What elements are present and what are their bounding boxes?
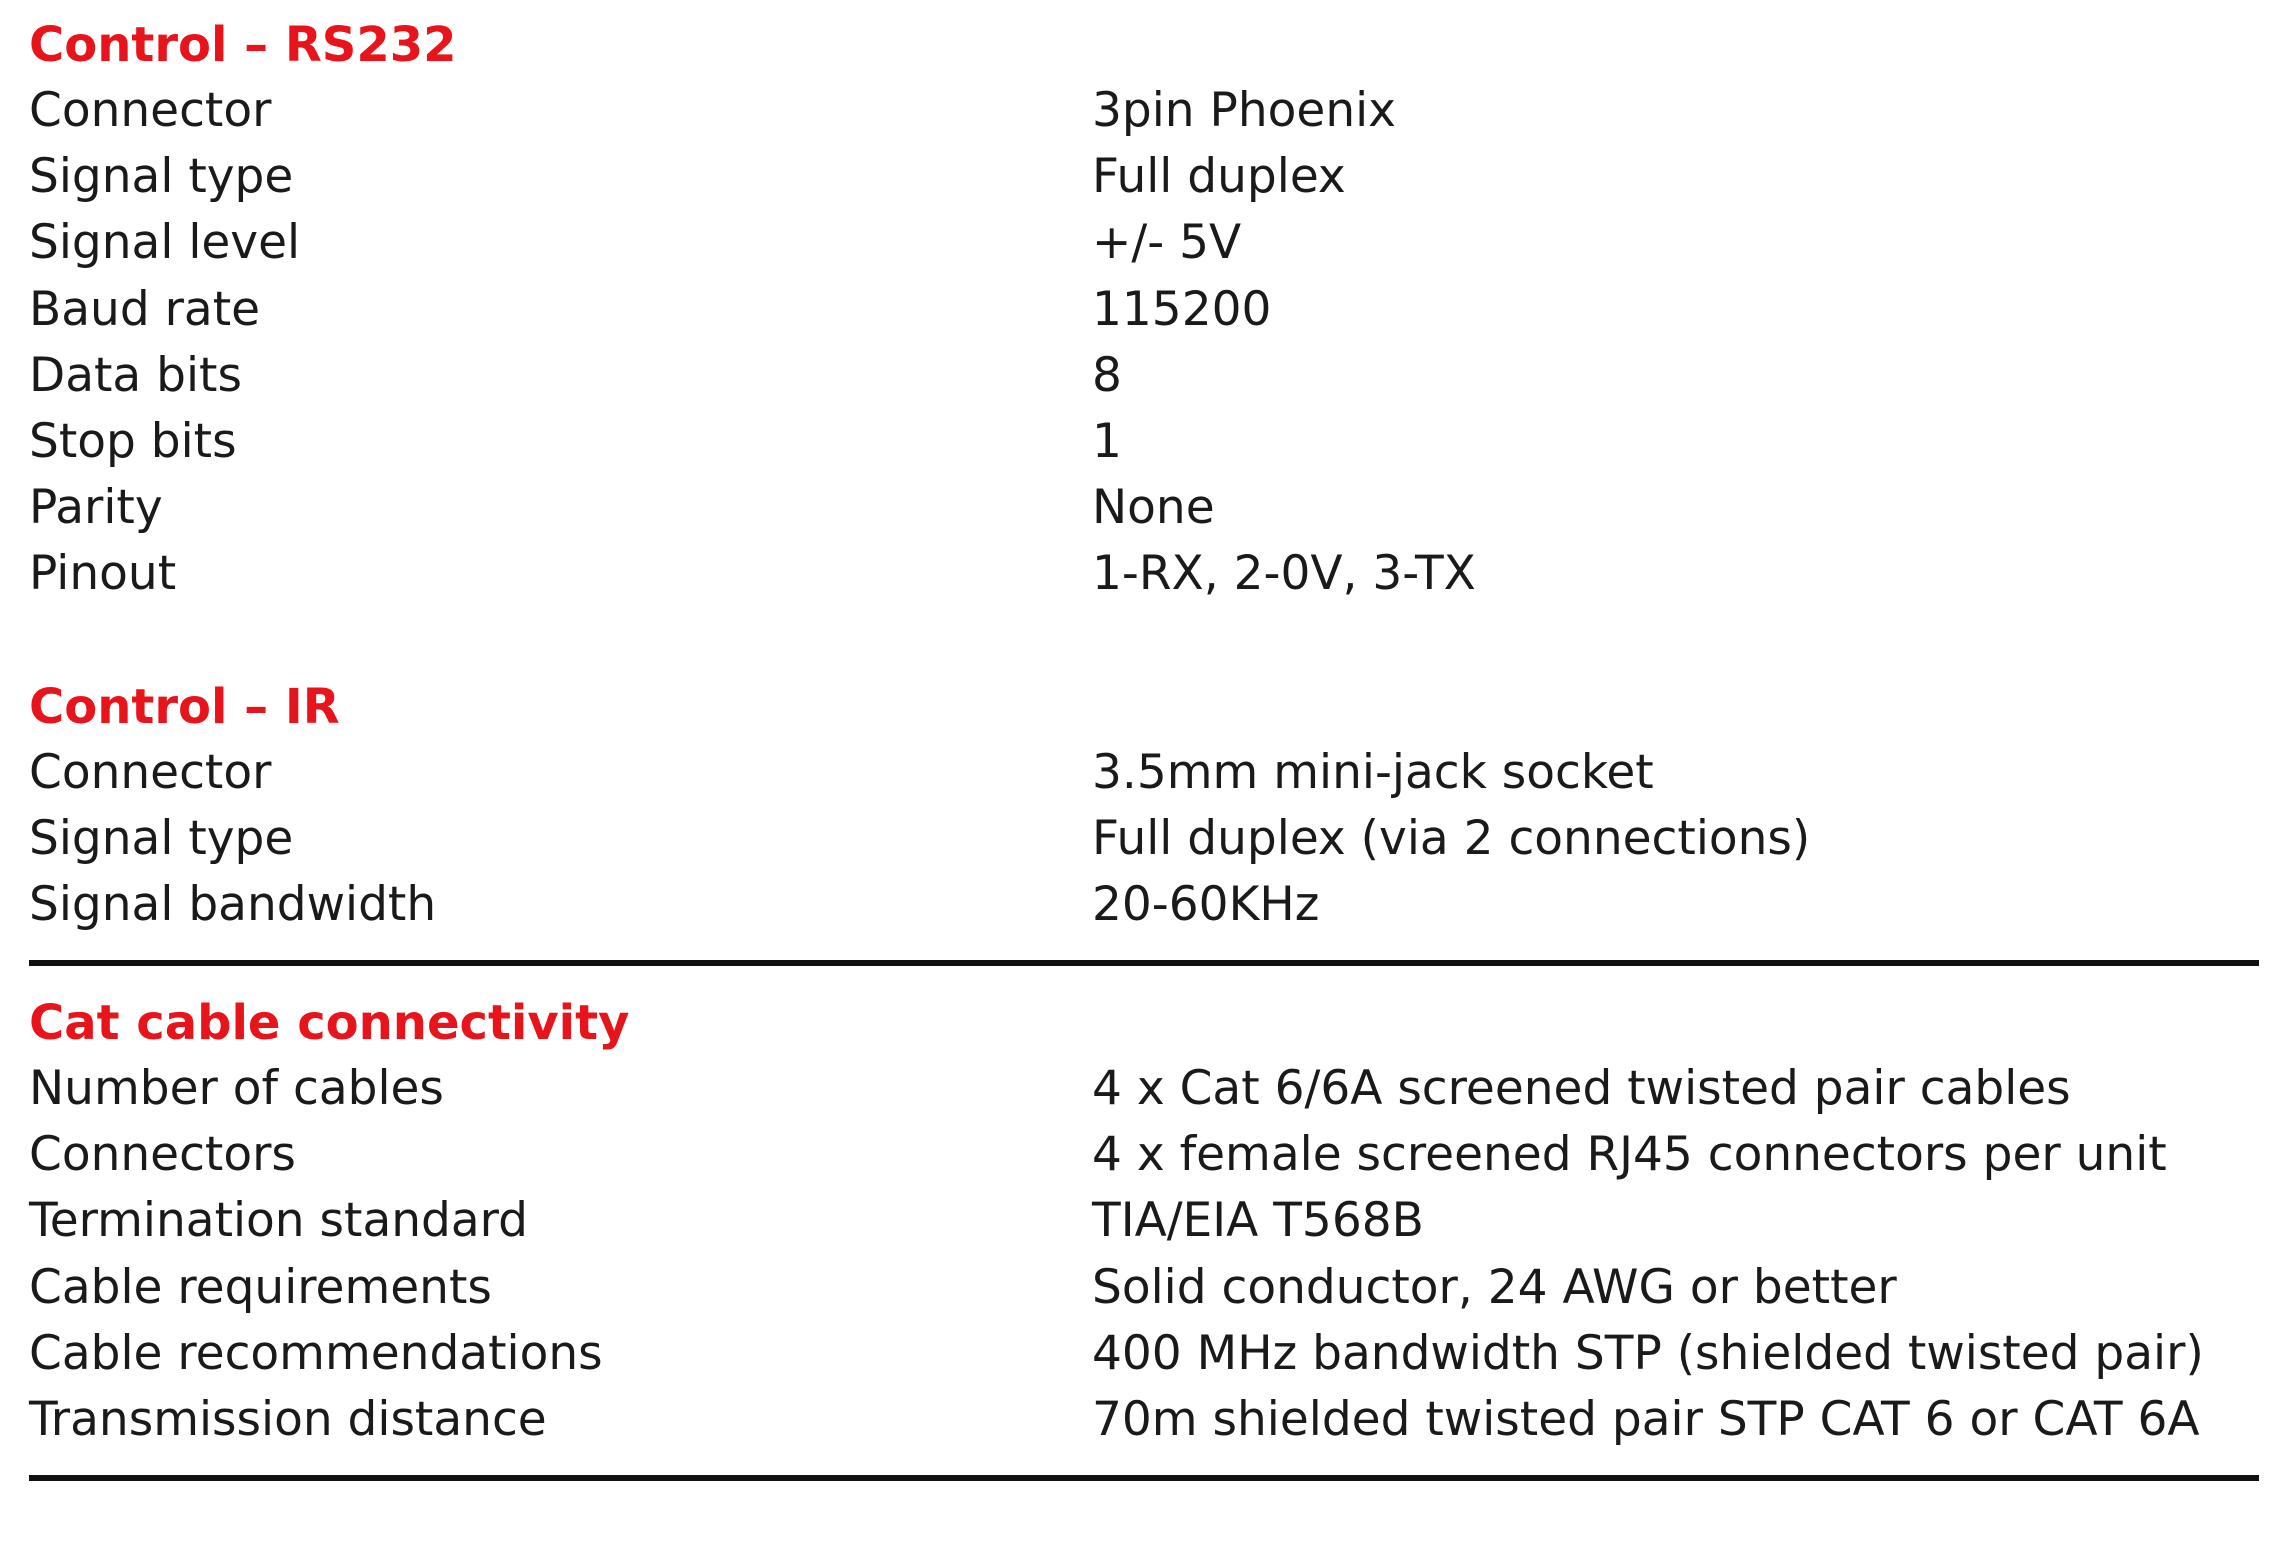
- spec-value: 3pin Phoenix: [1092, 83, 1396, 138]
- spec-row-connector: [29, 78, 2259, 144]
- section-title: Cat cable connectivity: [29, 995, 630, 1052]
- spec-label: Data bits: [29, 347, 242, 403]
- spec-row-termination-standard: [29, 1188, 2259, 1254]
- spec-label: Signal level: [29, 215, 301, 271]
- spec-label: Signal type: [29, 149, 294, 205]
- spec-value: Full duplex (via 2 connections): [1092, 810, 1811, 866]
- spec-value: 115200: [1092, 281, 1272, 337]
- spec-row-transmission-distance: [29, 1387, 2259, 1453]
- spec-label: Signal bandwidth: [29, 876, 437, 932]
- spec-row-signal-bandwidth: [29, 872, 2259, 938]
- spec-label: Transmission distance: [29, 1392, 547, 1447]
- spec-value: 400 MHz bandwidth STP (shielded twisted pair): [1092, 1325, 2204, 1381]
- spec-row-data-bits: [29, 343, 2259, 409]
- spec-row-signal-type: [29, 806, 2259, 872]
- spec-label: Connector: [29, 83, 272, 138]
- spec-label: Stop bits: [29, 413, 237, 469]
- spec-row-parity: [29, 475, 2259, 541]
- section-control-ir: [29, 674, 2259, 939]
- spec-value: TIA/EIA T568B: [1092, 1193, 1424, 1249]
- spec-value: 70m shielded twisted pair STP CAT 6 or CAT 6A: [1092, 1392, 2200, 1447]
- spec-value: 20-60KHz: [1092, 876, 1320, 932]
- spec-label: Parity: [29, 480, 163, 536]
- spec-value: Full duplex: [1092, 149, 1346, 205]
- spec-row-pinout: [29, 541, 2259, 607]
- spec-value: Solid conductor, 24 AWG or better: [1092, 1259, 1897, 1315]
- spec-row-signal-type: [29, 144, 2259, 210]
- spec-row-connector: [29, 740, 2259, 806]
- spec-value: None: [1092, 480, 1215, 536]
- spec-label: Cable recommendations: [29, 1325, 603, 1381]
- section-control-rs232: [29, 12, 2259, 608]
- spec-row-number-of-cables: [29, 1056, 2259, 1122]
- spec-value: 4 x female screened RJ45 connectors per unit: [1092, 1127, 2167, 1183]
- spec-label: Pinout: [29, 546, 177, 602]
- spec-value: 4 x Cat 6/6A screened twisted pair cables: [1092, 1061, 2071, 1117]
- section-cat-cable-connectivity: [29, 990, 2259, 1453]
- spec-value: +/- 5V: [1092, 215, 1242, 271]
- spec-row-cable-recommendations: [29, 1321, 2259, 1387]
- spec-row-baud-rate: [29, 277, 2259, 343]
- spec-label: Termination standard: [29, 1193, 529, 1249]
- spec-value: 1: [1092, 413, 1122, 469]
- section-title: Control – IR: [29, 678, 340, 735]
- spec-label: Number of cables: [29, 1061, 444, 1117]
- spec-label: Baud rate: [29, 281, 261, 337]
- spec-label: Signal type: [29, 810, 294, 866]
- spec-value: 1-RX, 2-0V, 3-TX: [1092, 546, 1476, 602]
- horizontal-divider: [29, 1475, 2259, 1481]
- spec-row-connectors: [29, 1122, 2259, 1188]
- spec-label: Connectors: [29, 1127, 296, 1183]
- spec-row-signal-level: [29, 210, 2259, 276]
- horizontal-divider: [29, 960, 2259, 966]
- spec-row-cable-requirements: [29, 1255, 2259, 1321]
- section-title: Control – RS232: [29, 17, 457, 73]
- spec-label: Cable requirements: [29, 1259, 492, 1315]
- spec-sheet: [29, 12, 2259, 1505]
- spec-row-stop-bits: [29, 409, 2259, 475]
- spec-value: 3.5mm mini-jack socket: [1092, 744, 1654, 800]
- spec-label: Connector: [29, 744, 272, 800]
- spec-value: 8: [1092, 347, 1122, 403]
- section-spacer: [29, 608, 2259, 674]
